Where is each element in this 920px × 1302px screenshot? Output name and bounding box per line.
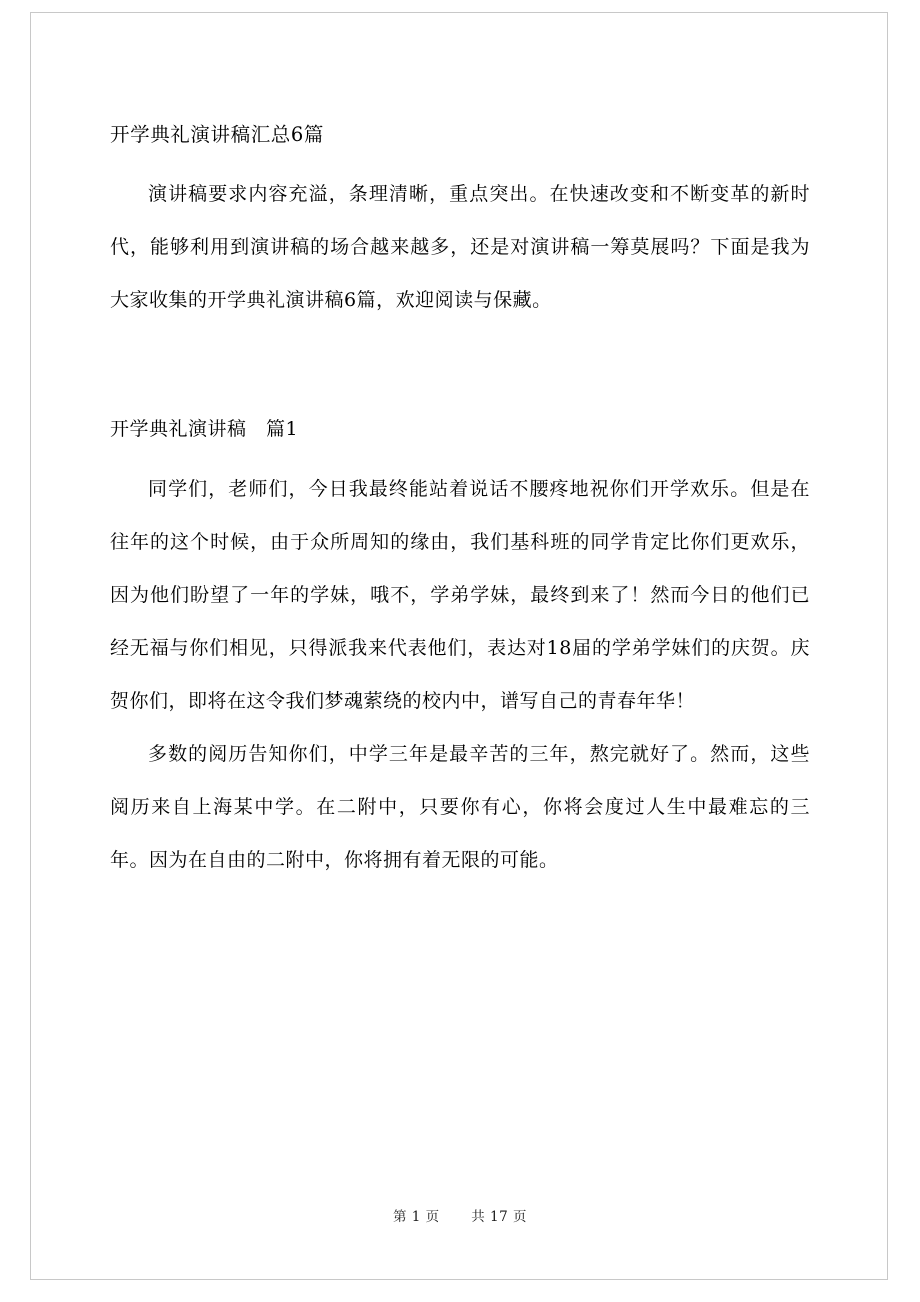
document-body	[110, 120, 810, 887]
section-spacer	[110, 327, 810, 409]
footer-current-page: 第 1 页	[392, 1209, 440, 1225]
footer-total-pages: 共 17 页	[471, 1209, 528, 1225]
intro-paragraph: 演讲稿要求内容充溢，条理清晰，重点突出。在快速改变和不断变革的新时代，能够利用到演讲稿的场合越来越多，还是对演讲稿一筹莫展吗？下面是我为大家收集的开学典礼演讲稿6篇，欢迎阅读与保藏。	[110, 183, 810, 311]
page-title: 开学典礼演讲稿汇总6篇	[110, 123, 325, 146]
body-paragraph-2: 多数的阅历告知你们，中学三年是最辛苦的三年，熬完就好了。然而，这些阅历来自上海某中学。在二附中，只要你有心，你将会度过人生中最难忘的三年。因为在自由的二附中，你将拥有着无限的可能。	[110, 743, 810, 871]
body-paragraph-1: 同学们，老师们，今日我最终能站着说话不腰疼地祝你们开学欢乐。但是在往年的这个时候，由于众所周知的缘由，我们基科班的同学肯定比你们更欢乐，因为他们盼望了一年的学妹，哦不，学弟学妹，最终到来了！然而今日的他们已经无福与你们相见，只得派我来代表他们，表达对18届的学弟学妹们的庆贺。庆贺你们，即将在这令我们梦魂萦绕的校内中，谱写自己的青春年华！	[110, 478, 810, 712]
page-footer	[0, 1205, 920, 1225]
section-heading: 开学典礼演讲稿 篇1	[110, 418, 299, 440]
